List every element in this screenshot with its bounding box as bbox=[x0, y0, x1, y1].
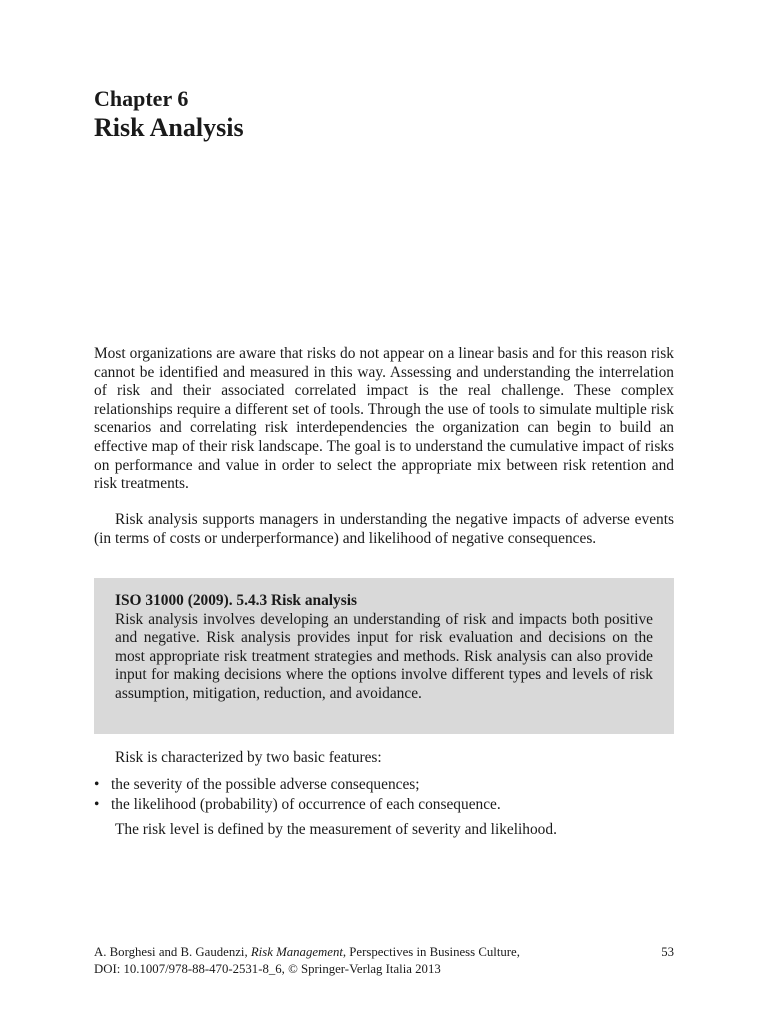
iso-box-text: Risk analysis involves developing an understanding of risk and impacts both positive and negative. Risk analysis provides input for risk evaluation and decisions on the most appropriate risk treatment strategies and methods. Risk analysis can also provide input for making decisions where the options involve different types and levels of risk assumption, mitigation, reduction, and avoidance. bbox=[115, 610, 653, 702]
footer-citation-line bbox=[94, 944, 674, 961]
footer-book-title: Risk Management bbox=[250, 945, 343, 959]
list-item bbox=[94, 775, 674, 795]
footer-citation bbox=[94, 944, 520, 961]
paragraph-text: Most organizations are aware that risks do not appear on a linear basis and for this reason risk cannot be identified and measured in this way. Assessing and understanding the interrelation of risk and their associated correlated impact is the real challenge. These complex relationships require a different set of tools. Through the use of tools to simulate multiple risk scenarios and correlating risk interdependencies the organization can begin to build an effective map of their risk landscape. The goal is to understand the cumulative impact of risks on performance and value in order to select the appropriate mix between risk retention and risk treatments. bbox=[94, 345, 674, 493]
body-paragraph-1 bbox=[94, 345, 674, 494]
iso-box-heading: ISO 31000 (2009). 5.4.3 Risk analysis bbox=[115, 592, 358, 609]
footer-authors: A. Borghesi and B. Gaudenzi, bbox=[94, 945, 248, 959]
body-paragraph-2 bbox=[94, 511, 674, 548]
paragraph-text: Risk analysis supports managers in understanding the negative impacts of adverse events (in terms of costs or underperformance) and likelihood of negative consequences. bbox=[94, 511, 674, 547]
list-item-text: the likelihood (probability) of occurrence of each consequence. bbox=[111, 796, 501, 813]
body-paragraph-3: Risk is characterized by two basic features: bbox=[115, 749, 382, 766]
chapter-title: Risk Analysis bbox=[94, 113, 244, 142]
list-item bbox=[94, 795, 674, 815]
list-item-text: the severity of the possible adverse consequences; bbox=[111, 776, 420, 793]
bullet-icon: • bbox=[94, 796, 100, 813]
body-paragraph-4: The risk level is defined by the measurement of severity and likelihood. bbox=[115, 821, 557, 838]
feature-list bbox=[94, 775, 674, 815]
bullet-icon: • bbox=[94, 776, 100, 793]
chapter-number: Chapter 6 bbox=[94, 86, 189, 111]
footer-doi: DOI: 10.1007/978-88-470-2531-8_6, © Springer-Verlag Italia 2013 bbox=[94, 961, 441, 976]
footer-series: , Perspectives in Business Culture, bbox=[342, 945, 520, 959]
iso-standard-box bbox=[94, 578, 674, 734]
page-number: 53 bbox=[661, 945, 674, 959]
page-footer bbox=[94, 944, 674, 977]
iso-box-content bbox=[115, 592, 653, 704]
